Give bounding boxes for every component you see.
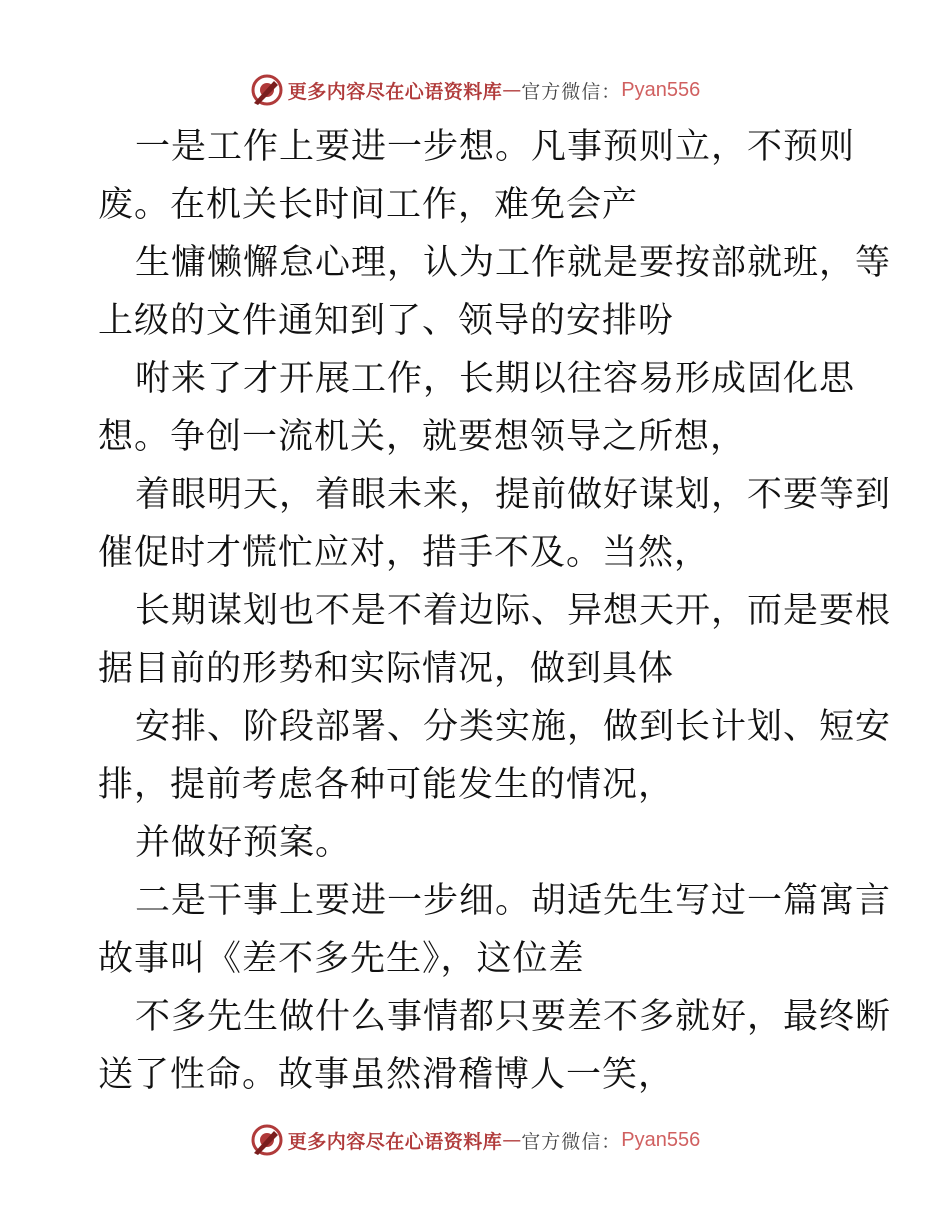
logo-icon (250, 73, 284, 107)
text-line: 排，提前考虑各种可能发生的情况， (98, 765, 675, 805)
paragraph (98, 872, 892, 988)
text-line: 不多先生做什么事情都只要差不多就好，最终断 (135, 997, 892, 1037)
text-line: 一是工作上要进一步想。凡事预则立，不预则 (135, 127, 856, 167)
text-line: 咐来了才开展工作，长期以往容易形成固化思 (135, 359, 856, 399)
document-body (98, 118, 892, 1104)
banner-main-text: 更多内容尽在心语资料库 (287, 80, 503, 103)
banner-dash: — (502, 1129, 522, 1151)
text-line: 故事叫《差不多先生》，这位差 (98, 939, 585, 979)
banner-wechat-label: 官方微信： (521, 80, 622, 103)
paragraph (98, 988, 892, 1104)
text-line: 安排、阶段部署、分类实施，做到长计划、短安 (135, 707, 892, 747)
paragraph (98, 582, 892, 698)
banner-wechat-label: 官方微信： (521, 1130, 622, 1153)
text-line: 送了性命。故事虽然滑稽博人一笑， (98, 1055, 675, 1095)
banner-wechat-id: Pyan556 (621, 78, 701, 101)
paragraph (98, 118, 858, 234)
logo-icon (250, 1123, 284, 1157)
banner-dash: — (502, 79, 522, 101)
text-line: 据目前的形势和实际情况，做到具体 (98, 649, 675, 689)
banner-wechat-id: Pyan556 (621, 1128, 701, 1151)
text-line: 二是干事上要进一步细。胡适先生写过一篇寓言 (135, 881, 892, 921)
text-line: 并做好预案。 (135, 823, 352, 863)
paragraph (98, 466, 892, 582)
paragraph (98, 698, 892, 814)
paragraph (98, 814, 858, 872)
banner-main-text: 更多内容尽在心语资料库 (287, 1130, 503, 1153)
header-banner (0, 70, 950, 110)
paragraph (98, 350, 858, 466)
paragraph (98, 234, 892, 350)
text-line: 着眼明天，着眼未来，提前做好谋划，不要等到 (135, 475, 892, 515)
text-line: 废。在机关长时间工作，难免会产 (98, 185, 639, 225)
text-line: 长期谋划也不是不着边际、异想天开，而是要根 (135, 591, 892, 631)
text-line: 想。争创一流机关，就要想领导之所想， (98, 417, 747, 457)
text-line: 生慵懒懈怠心理，认为工作就是要按部就班，等 (135, 243, 892, 283)
text-line: 催促时才慌忙应对，措手不及。当然， (98, 533, 711, 573)
text-line: 上级的文件通知到了、领导的安排吩 (98, 301, 675, 341)
footer-banner (0, 1120, 950, 1160)
